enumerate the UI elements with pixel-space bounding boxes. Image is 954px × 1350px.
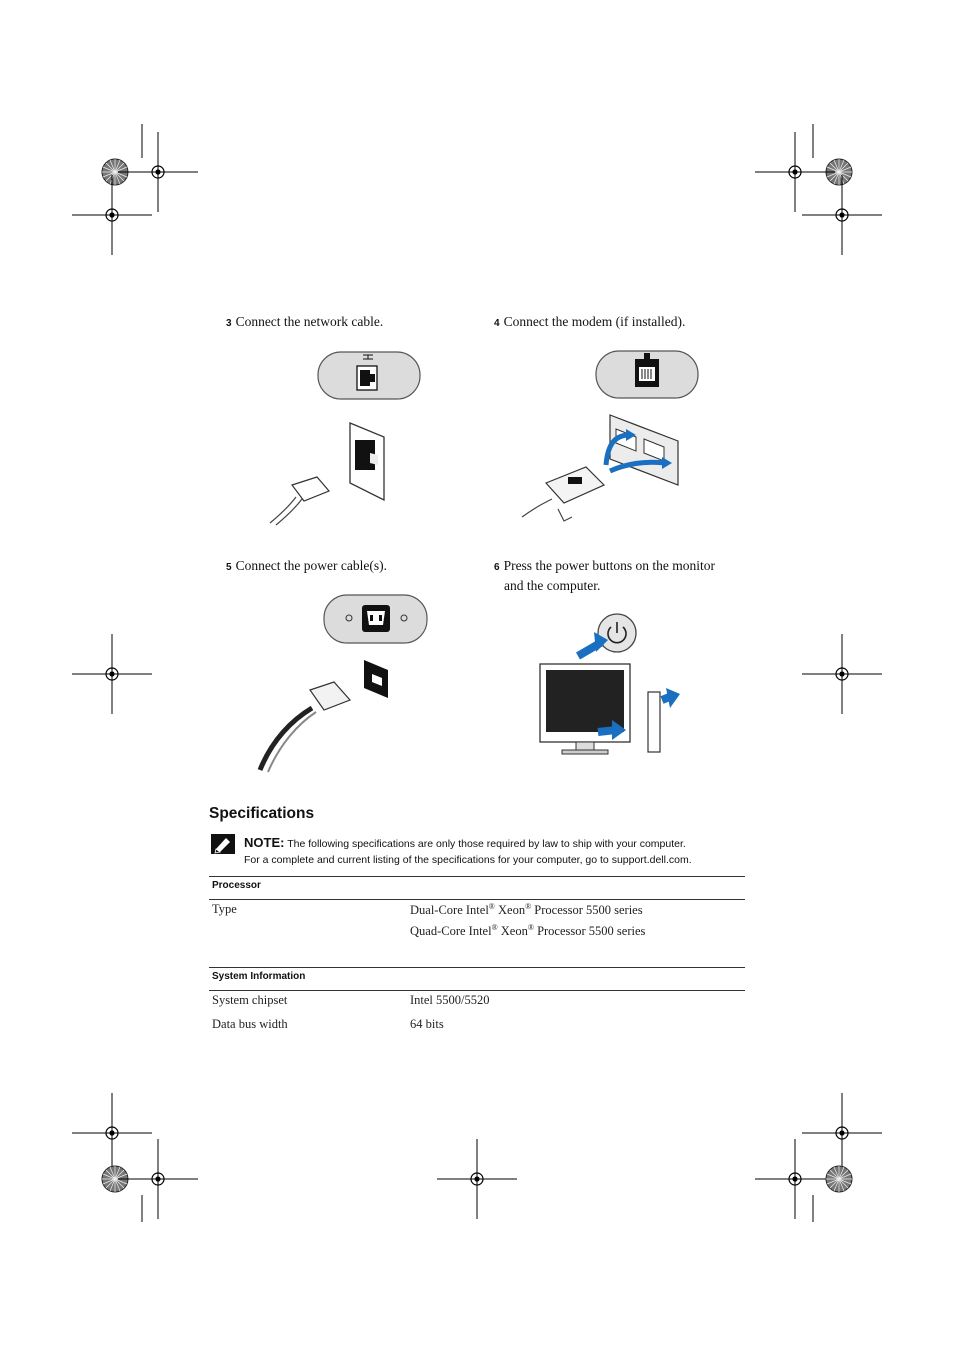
processor-type-value — [410, 923, 645, 939]
step-4-caption — [494, 313, 685, 333]
registration-mark-icon — [802, 175, 882, 255]
registered-mark: ® — [488, 902, 495, 911]
note-line2-suffix: . — [688, 854, 692, 866]
step-number: 3 — [226, 318, 232, 329]
registration-mark-icon — [755, 132, 835, 212]
value-text: Xeon — [494, 903, 526, 917]
registration-mark-icon — [72, 1093, 152, 1173]
modem-cable-illustration — [518, 345, 708, 530]
registration-mark-icon — [802, 1093, 882, 1173]
table-rule — [209, 990, 745, 991]
step-number: 6 — [494, 562, 500, 573]
registration-mark-icon — [118, 132, 198, 212]
step-text: Connect the power cable(s). — [235, 558, 388, 573]
table-rule — [209, 899, 745, 900]
note-line2: For a complete and current listing of the specifications for your computer, go to — [244, 854, 612, 866]
value-text: Dual-Core Intel — [410, 903, 489, 917]
processor-type-label: Type — [212, 902, 237, 916]
section-title: Specifications — [209, 805, 315, 822]
processor-header: Processor — [212, 880, 261, 891]
registered-mark: ® — [491, 923, 498, 932]
step-text: and the computer. — [504, 578, 601, 593]
note-line1: The following specifications are only those required by law to ship with your computer. — [287, 838, 686, 850]
table-rule — [209, 876, 745, 877]
table-row-label: Data bus width — [212, 1017, 288, 1031]
step-text: Press the power buttons on the monitor — [503, 558, 716, 573]
step-6-caption — [494, 557, 715, 595]
step-number: 4 — [494, 318, 500, 329]
power-cable-illustration — [252, 590, 442, 775]
step-number: 5 — [226, 562, 232, 573]
note-pencil-icon — [211, 834, 235, 854]
system-info-header: System Information — [212, 971, 306, 982]
support-link[interactable]: support.dell.com — [611, 854, 689, 866]
step-text: Connect the modem (if installed). — [503, 314, 686, 329]
table-row-value: Intel 5500/5520 — [410, 993, 490, 1007]
registration-mark-icon — [826, 1166, 852, 1192]
table-row-value: 64 bits — [410, 1017, 444, 1031]
value-text: Xeon — [497, 924, 528, 938]
step-5-caption — [226, 557, 387, 577]
power-button-icon — [598, 614, 636, 652]
registration-mark-icon — [72, 634, 152, 714]
power-buttons-illustration — [530, 608, 690, 758]
note-label: NOTE: — [244, 835, 285, 850]
value-text: Quad-Core Intel — [410, 924, 492, 938]
table-row-label: System chipset — [212, 993, 288, 1007]
registration-mark-icon — [802, 634, 882, 714]
step-text: Connect the network cable. — [235, 314, 384, 329]
value-text: Processor 5500 series — [533, 924, 646, 938]
registered-mark: ® — [525, 902, 532, 911]
step-3-caption — [226, 313, 383, 333]
registration-mark-icon — [72, 175, 152, 255]
registered-mark: ® — [527, 923, 534, 932]
processor-type-value — [410, 902, 643, 918]
table-rule — [209, 967, 745, 968]
registration-mark-icon — [755, 1139, 835, 1219]
registration-mark-icon — [118, 1139, 198, 1219]
network-cable-illustration — [262, 345, 432, 530]
registration-mark-icon — [437, 1139, 517, 1219]
value-text: Processor 5500 series — [531, 903, 643, 917]
note-block — [244, 835, 764, 868]
